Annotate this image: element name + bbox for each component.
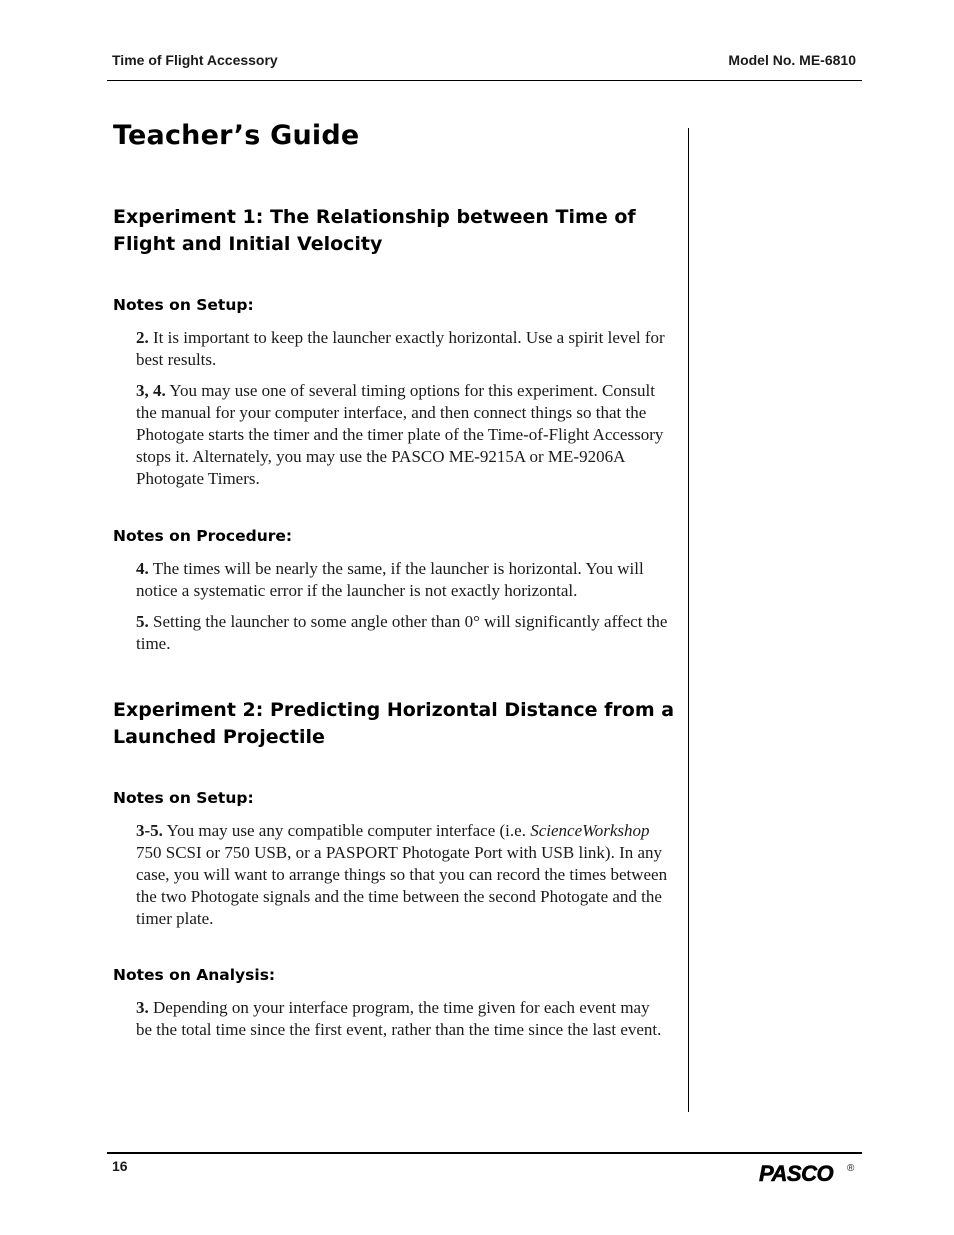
experiment1-setup-item — [136, 380, 668, 490]
experiment1-procedure-item — [136, 558, 668, 602]
pasco-logo: PASCO — [759, 1161, 834, 1186]
item-number: 4. — [136, 559, 149, 578]
experiment1-setup-item — [136, 327, 668, 371]
item-text: It is important to keep the launcher exactly horizontal. Use a spirit level for best results. — [136, 328, 665, 369]
experiment2-analysis-heading: Notes on Analysis: — [113, 966, 276, 984]
page-title: Teacher’s Guide — [113, 120, 360, 151]
item-text: You may use one of several timing options for this experiment. Consult the manual for your computer interface, and then connect things so that the Photogate starts the timer and the timer plate of the Time-of-Flight Accessory stops it. Alternately, you may use the PASCO ME-9215A or ME-9206A Photogate Timers. — [136, 381, 664, 488]
experiment1-procedure-item — [136, 611, 668, 655]
registered-mark: ® — [847, 1163, 855, 1174]
experiment1-procedure-heading: Notes on Procedure: — [113, 527, 293, 545]
header-title: Time of Flight Accessory — [112, 52, 278, 68]
item-number: 5. — [136, 612, 149, 631]
item-text: You may use any compatible computer interface (i.e. — [166, 821, 526, 840]
experiment2-setup-item — [136, 820, 668, 930]
experiment1-title: Experiment 1: The Relationship between Time of Flight and Initial Velocity — [113, 206, 636, 255]
header-model-number: Model No. ME-6810 — [728, 52, 856, 68]
item-text: Setting the launcher to some angle other than 0° will significantly affect the time. — [136, 612, 668, 653]
header-rule — [107, 80, 862, 81]
item-number: 3, 4. — [136, 381, 166, 400]
page-number: 16 — [112, 1158, 128, 1174]
item-text: 750 SCSI or 750 USB, or a PASPORT Photogate Port with USB link). In any case, you will want to arrange things so that you can record the times between the two Photogate signals and the time between the second Photogate and the timer plate. — [136, 843, 668, 928]
item-number: 3-5. — [136, 821, 163, 840]
experiment2-analysis-item — [136, 997, 668, 1041]
margin-rule — [688, 128, 689, 1112]
item-text: Depending on your interface program, the time given for each event may be the total time since the first event, rather than the time since the last event. — [136, 998, 662, 1039]
item-number: 3. — [136, 998, 149, 1017]
footer-rule — [107, 1152, 862, 1154]
item-text: The times will be nearly the same, if the launcher is horizontal. You will notice a systematic error if the launcher is not exactly horizontal. — [136, 559, 644, 600]
item-number: 2. — [136, 328, 149, 347]
item-italic-text: ScienceWorkshop — [530, 821, 650, 840]
experiment2-title: Experiment 2: Predicting Horizontal Distance from a Launched Projectile — [113, 699, 675, 748]
experiment1-setup-heading: Notes on Setup: — [113, 296, 254, 314]
experiment2-setup-heading: Notes on Setup: — [113, 789, 254, 807]
